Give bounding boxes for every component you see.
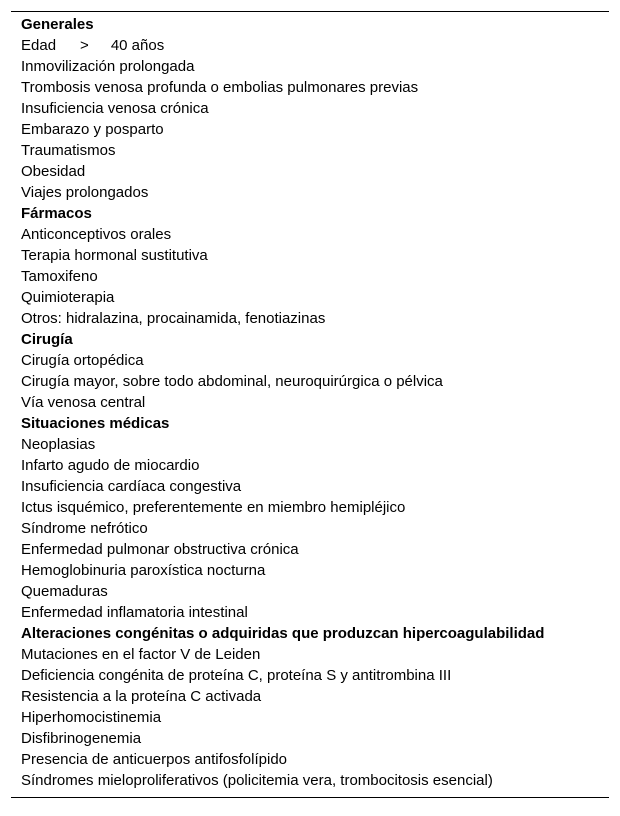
list-item: Enfermedad inflamatoria intestinal (21, 604, 248, 621)
age-operator: > (80, 37, 89, 54)
list-item: Quemaduras (21, 583, 108, 600)
list-item: Hemoglobinuria paroxística nocturna (21, 562, 266, 579)
list-item: Enfermedad pulmonar obstructiva crónica (21, 541, 299, 558)
age-label: Edad (21, 37, 57, 54)
section-header-situaciones-medicas: Situaciones médicas (21, 415, 170, 432)
risk-factors-table (11, 11, 609, 798)
list-item: Neoplasias (21, 436, 96, 453)
section-header-cirugia: Cirugía (21, 331, 73, 348)
list-item: Obesidad (21, 163, 86, 180)
section-header-farmacos: Fármacos (21, 205, 92, 222)
list-item: Mutaciones en el factor V de Leiden (21, 646, 261, 663)
list-item: Cirugía ortopédica (21, 352, 144, 369)
list-item: Síndromes mieloproliferativos (policitemia vera, trombocitosis esencial) (21, 772, 493, 789)
section-header-alteraciones: Alteraciones congénitas o adquiridas que produzcan hipercoagulabilidad (21, 625, 545, 642)
list-item: Hiperhomocistinemia (21, 709, 162, 726)
list-item: Quimioterapia (21, 289, 115, 306)
list-item: Trombosis venosa profunda o embolias pulmonares previas (21, 79, 419, 96)
list-item: Inmovilización prolongada (21, 58, 195, 75)
list-item: Traumatismos (21, 142, 116, 159)
list-item: Insuficiencia venosa crónica (21, 100, 209, 117)
list-item: Presencia de anticuerpos antifosfolípido (21, 751, 288, 768)
list-item: Embarazo y posparto (21, 121, 164, 138)
age-row (11, 35, 609, 56)
list-item: Viajes prolongados (21, 184, 149, 201)
list-item: Síndrome nefrótico (21, 520, 148, 537)
list-item: Ictus isquémico, preferentemente en miembro hemipléjico (21, 499, 406, 516)
list-item: Deficiencia congénita de proteína C, proteína S y antitrombina III (21, 667, 452, 684)
list-item: Infarto agudo de miocardio (21, 457, 200, 474)
list-item: Terapia hormonal sustitutiva (21, 247, 208, 264)
list-item: Vía venosa central (21, 394, 146, 411)
section-header-generales: Generales (21, 16, 94, 33)
list-item: Insuficiencia cardíaca congestiva (21, 478, 242, 495)
age-value: 40 años (110, 37, 165, 54)
list-item: Tamoxifeno (21, 268, 98, 285)
list-item: Anticonceptivos orales (21, 226, 172, 243)
list-item: Cirugía mayor, sobre todo abdominal, neuroquirúrgica o pélvica (21, 373, 443, 390)
list-item: Otros: hidralazina, procainamida, fenotiazinas (21, 310, 326, 327)
list-item: Disfibrinogenemia (21, 730, 142, 747)
list-item: Resistencia a la proteína C activada (21, 688, 262, 705)
